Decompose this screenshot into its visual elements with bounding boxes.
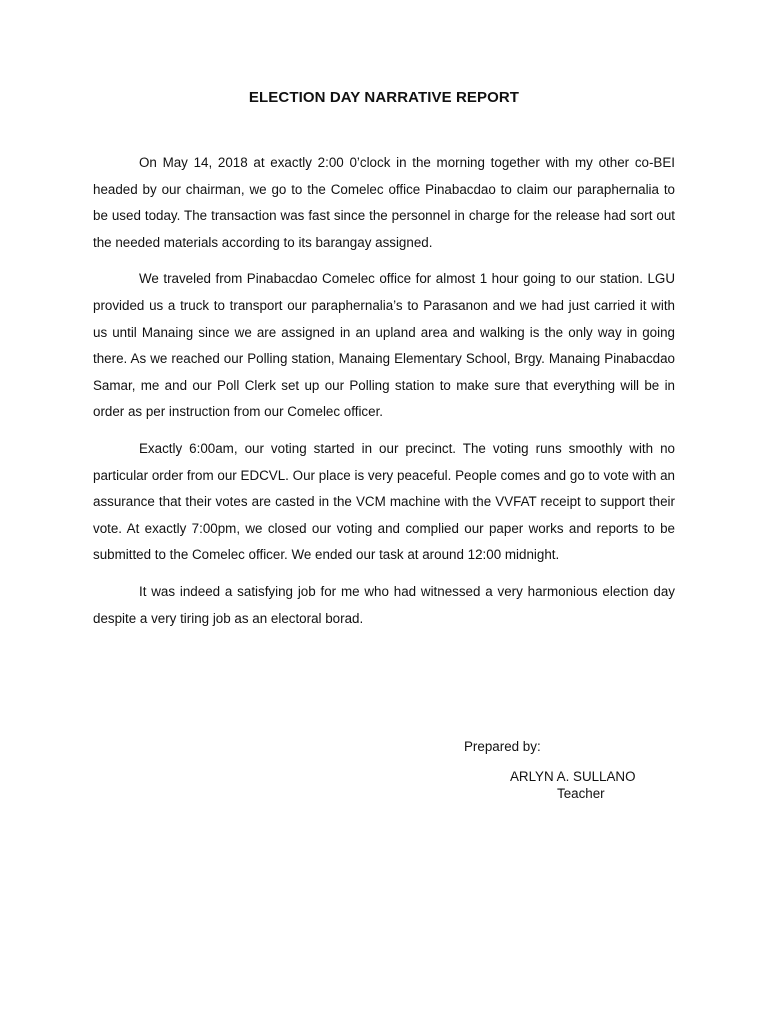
document-title: ELECTION DAY NARRATIVE REPORT [248, 89, 520, 106]
paragraph-1: On May 14, 2018 at exactly 2:00 0’clock in the morning together with my other co-BEI headed by our chairman, we go to the Comelec office Pinabacdao to claim our paraphernalia to be used today. The transaction was fast since the personnel in charge for the release had sort out the needed materials according to its barangay assigned. [93, 155, 675, 250]
paragraph-3: Exactly 6:00am, our voting started in our precinct. The voting runs smoothly with no particular order from our EDCVL. Our place is very peaceful. People comes and go to vote with an assurance that their votes are casted in the VCM machine with the VVFAT receipt to support their vote. At exactly 7:00pm, we closed our voting and complied our paper works and reports to be submitted to the Comelec officer. We ended our task at around 12:00 midnight. [93, 440, 675, 563]
document-body [93, 150, 675, 642]
paragraph-4: It was indeed a satisfying job for me who had witnessed a very harmonious election day despite a very tiring job as an electoral borad. [93, 583, 675, 626]
signatory-position: Teacher [557, 786, 605, 801]
signatory-name: ARLYN A. SULLANO [510, 769, 636, 784]
paragraph-2: We traveled from Pinabacdao Comelec office for almost 1 hour going to our station. LGU provided us a truck to transport our paraphernalia’s to Parasanon and we had just carried it with us until Manaing since we are assigned in an upland area and walking is the only way in going there. As we reached our Polling station, Manaing Elementary School, Brgy. Manaing Pinabacdao Samar, me and our Poll Clerk set up our Polling station to make sure that everything will be in order as per instruction from our Comelec officer. [93, 271, 675, 420]
prepared-by-label: Prepared by: [464, 739, 541, 754]
